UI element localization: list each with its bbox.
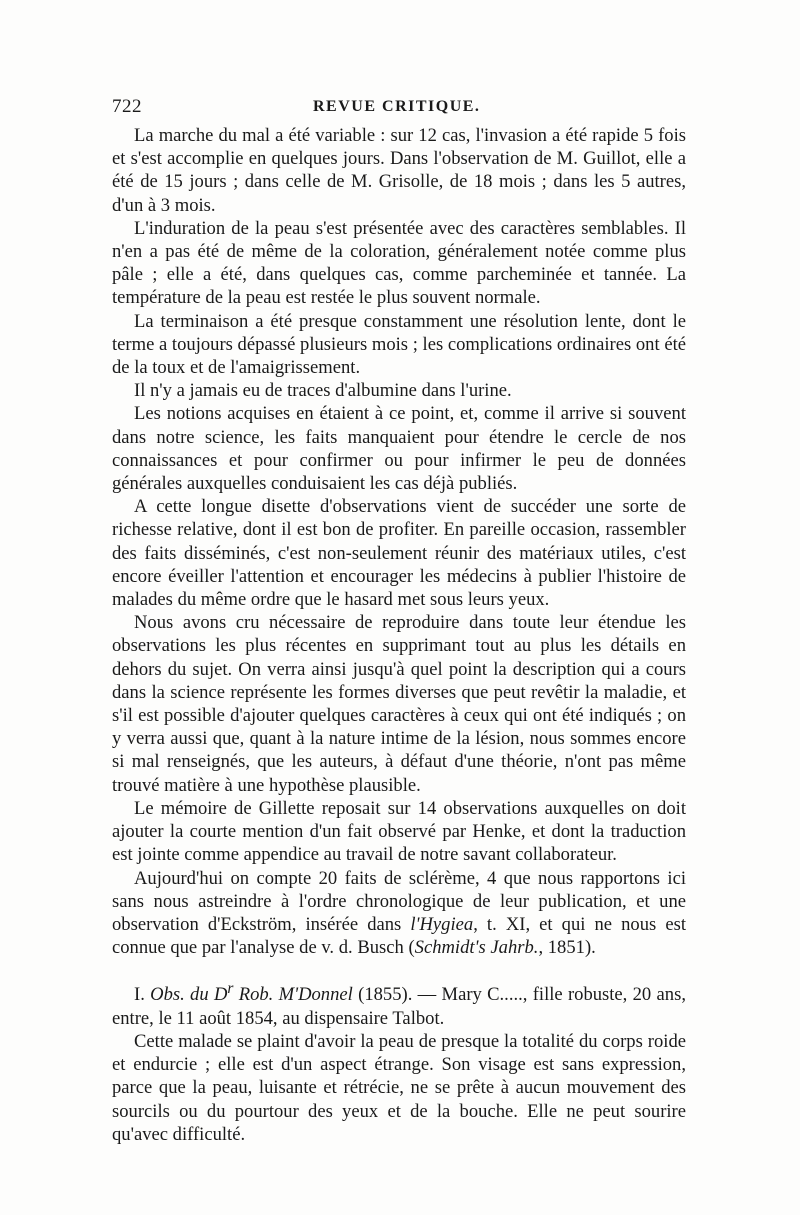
paragraph-notions: Les notions acquises en étaient à ce point, et, comme il arrive si souvent dans notre science, les faits manquaient pour étendre le cercle de nos connaissances et pour confirmer ou pour infirmer le peu de données générales auxquelles conduisaient les cas déjà publiés. bbox=[112, 403, 686, 495]
doctor-superscript: r bbox=[227, 980, 234, 998]
text-segment: Aujourd'hui on compte 20 faits de sclérème, 4 que nous rapportons ici sans nous astreindre à l'ordre chronologique de leur publication, et une observation d'Eckström, insérée dans bbox=[112, 867, 686, 935]
observation-label: Obs. du D bbox=[150, 984, 228, 1006]
paragraph-invasion: La marche du mal a été variable : sur 12 cas, l'invasion a été rapide 5 fois et s'est accomplie en quelques jours. Dans l'observation de M. Guillot, elle a été de 15 jours ; dans celle de M. Grisolle, de 18 mois ; dans les 5 autres, d'un à 3 mois. bbox=[112, 125, 686, 216]
page-header bbox=[112, 96, 686, 118]
observation-heading-paragraph bbox=[112, 977, 686, 1030]
paragraph-induration: L'induration de la peau s'est présentée avec des caractères semblables. Il n'en a pas été de même de la coloration, généralement notée comme plus pâle ; elle a été, dans quelques cas, comme parcheminée et tannée. La température de la peau est restée le plus souvent normale. bbox=[112, 217, 686, 309]
paragraph-aujourdhui bbox=[112, 867, 686, 960]
paragraph-malade: Cette malade se plaint d'avoir la peau de presque la totalité du corps roide et endurcie ; elle est d'un aspect étrange. Son visage est sans expression, parce que la peau, luisante et rétrécie, ne se prête à aucun mouvement des sourcils ou du pourtour des yeux et de la bouche. Elle ne peut sourire qu'avec difficulté. bbox=[112, 1030, 686, 1145]
paragraph-gillette: Le mémoire de Gillette reposait sur 14 observations auxquelles on doit ajouter la courte mention d'un fait observé par Henke, et dont la traduction est jointe comme appendice au travail de notre savant collaborateur. bbox=[112, 797, 686, 866]
page-number: 722 bbox=[112, 96, 142, 117]
paragraph-albumine: Il n'y a jamais eu de traces d'albumine dans l'urine. bbox=[134, 380, 512, 402]
text-segment: , 1851). bbox=[538, 937, 596, 959]
observation-author: Rob. M'Donnel bbox=[233, 984, 353, 1006]
running-head: REVUE CRITIQUE. bbox=[313, 98, 481, 115]
observation-intro: (1855). — Mary C....., fille robuste, 20 ans, entre, le 11 août 1854, au dispensaire Talbot. bbox=[112, 984, 686, 1029]
journal-title-hygiea: l'Hygiea bbox=[410, 913, 474, 935]
paragraph-disette: A cette longue disette d'observations vient de succéder une sorte de richesse relative, dont il est bon de profiter. En pareille occasion, rassembler des faits disséminés, c'est non-seulement réunir des matériaux utiles, c'est encore éveiller l'attention et encourager les médecins à publier l'histoire de malades du même ordre que le hasard met sous leurs yeux. bbox=[112, 496, 686, 611]
body-text bbox=[112, 124, 686, 1146]
journal-title-schmidt: Schmidt's Jahrb. bbox=[414, 937, 539, 959]
text-segment: , t. XI, et qui ne nous est connue que par l'analyse de v. d. Busch ( bbox=[112, 913, 686, 959]
paragraph-terminaison: La terminaison a été presque constamment une résolution lente, dont le terme a toujours dépassé plusieurs mois ; les complications ordinaires ont été de la toux et de l'amaigrissement. bbox=[112, 310, 686, 379]
paragraph-reproduire: Nous avons cru nécessaire de reproduire dans toute leur étendue les observations les plus récentes en supprimant tout au plus les détails en dehors du sujet. On verra ainsi jusqu'à quel point la description qui a cours dans la science représente les formes diverses que peut revêtir la maladie, et s'il est possible d'ajouter quelques caractères à ceux qui ont été indiqués ; on y verra aussi que, quant à la nature intime de la lésion, nous sommes encore si mal renseignés, que les auteurs, à défaut d'une théorie, n'ont pas même trouvé matière à une hypothèse plausible. bbox=[112, 612, 686, 796]
observation-number: I. bbox=[134, 984, 151, 1006]
